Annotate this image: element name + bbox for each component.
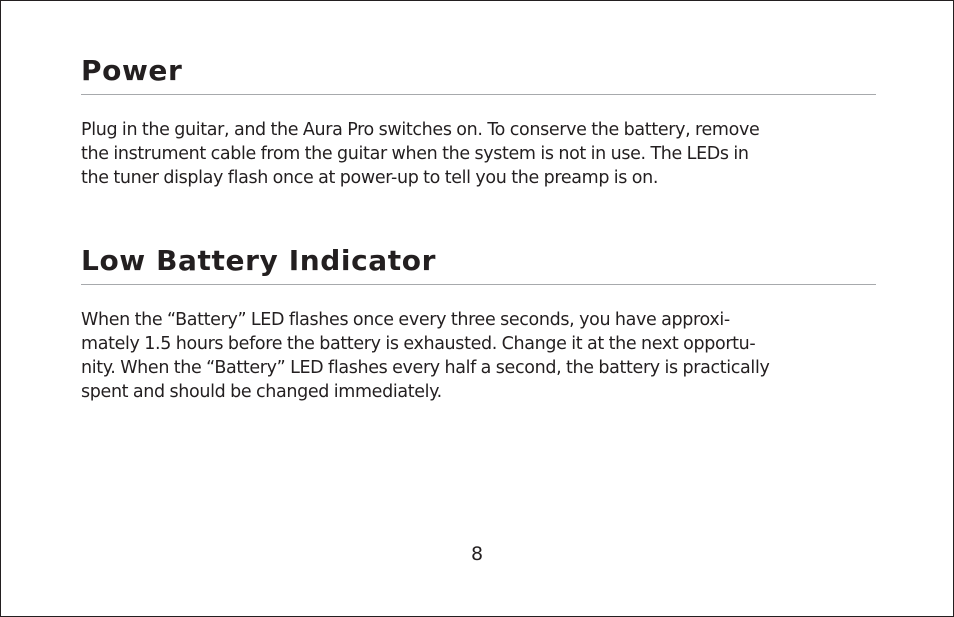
section-heading-low-battery: Low Battery Indicator — [81, 244, 437, 277]
paragraph-line: the tuner display flash once at power-up to tell you the preamp is on. — [81, 168, 659, 188]
page-number: 8 — [470, 543, 484, 565]
section-heading-power: Power — [81, 54, 183, 87]
heading-divider — [81, 94, 876, 95]
paragraph-line: When the “Battery” LED flashes once every three seconds, you have approxi- — [81, 310, 730, 330]
section-power — [81, 54, 876, 190]
paragraph-line: nity. When the “Battery” LED flashes every half a second, the battery is practically — [81, 358, 770, 378]
paragraph-line: Plug in the guitar, and the Aura Pro switches on. To conserve the battery, remove — [81, 120, 760, 140]
paragraph-power — [81, 118, 876, 190]
paragraph-line: the instrument cable from the guitar when the system is not in use. The LEDs in — [81, 144, 749, 164]
section-low-battery-indicator — [81, 244, 876, 404]
heading-divider — [81, 284, 876, 285]
paragraph-line: mately 1.5 hours before the battery is exhausted. Change it at the next opportu- — [81, 334, 756, 354]
paragraph-line: spent and should be changed immediately. — [81, 382, 442, 402]
paragraph-low-battery — [81, 308, 876, 404]
